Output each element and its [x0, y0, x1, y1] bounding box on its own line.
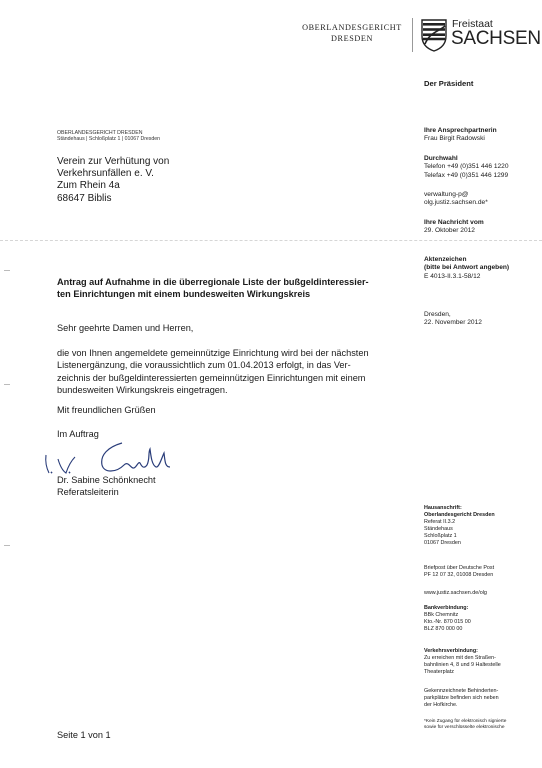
house-line: Ständehaus	[424, 525, 453, 532]
contact-label: Ihre Ansprechpartnerin	[424, 127, 497, 134]
parking-line: Gekennzeichnete Behinderten-	[424, 688, 499, 694]
court-name	[300, 22, 404, 44]
court-name-line2: DRESDEN	[331, 34, 373, 43]
post-line: Briefpost über Deutsche Post	[424, 565, 495, 571]
fax-number: Telefax +49 (0)351 446 1299	[424, 171, 509, 179]
file-reference-label: Aktenzeichen	[424, 256, 467, 263]
recipient-line: Verein zur Verhütung von	[57, 156, 170, 167]
sender-return-sub: Ständehaus | Schloßplatz 1 | 01067 Dresden	[57, 136, 161, 143]
house-line: 01067 Dresden	[424, 539, 461, 546]
transport-info	[424, 648, 542, 676]
letter-date: 22. November 2012	[424, 319, 482, 327]
recipient-line: Verkehrsunfällen e. V.	[57, 168, 154, 180]
contact-email	[424, 191, 542, 208]
bank-line: BBk Chemnitz	[424, 611, 459, 618]
transport-line: bahnlinien 4, 8 und 9 Haltestelle	[424, 661, 501, 668]
your-message-label: Ihre Nachricht vom	[424, 219, 484, 226]
state-name: SACHSEN	[451, 28, 541, 49]
bank-line: Kto.-Nr. 870 015 00	[424, 618, 471, 625]
subject-line: Antrag auf Aufnahme in die überregionale Liste der bußgeldinteressier-	[57, 277, 369, 287]
place-date	[424, 311, 542, 328]
recipient-line: Zum Rhein 4a	[57, 180, 120, 192]
transport-label: Verkehrsverbindung:	[424, 648, 478, 654]
file-reference-value: E 4013-II.3.1-58/12	[424, 272, 481, 280]
punch-mark	[4, 384, 10, 385]
house-label: Hausanschrift:	[424, 505, 462, 511]
signer-title: Referatsleiterin	[57, 487, 119, 498]
parking-line: der Hofkirche.	[424, 701, 458, 708]
bank-label: Bankverbindung:	[424, 605, 469, 611]
saxony-coat-of-arms-icon	[420, 18, 448, 52]
place: Dresden,	[424, 311, 451, 318]
transport-line: Theaterplatz	[424, 668, 454, 675]
house-line: Referat II.3.2	[424, 518, 456, 525]
recipient-line: 68647 Biblis	[57, 192, 112, 204]
body-line: die von Ihnen angemeldete gemeinnützige Einrichtung wird bei der nächsten	[57, 348, 369, 358]
salutation: Sehr geehrte Damen und Herren,	[57, 323, 194, 333]
house-address	[424, 505, 542, 546]
body-line: Listenergänzung, die voraussichtlich zum 01.04.2013 erfolgt, in das Ver-	[57, 360, 351, 371]
postal-address	[424, 565, 542, 579]
contact-name: Frau Birgit Radowski	[424, 135, 485, 143]
email-line1[interactable]: verwaltung-p@	[424, 191, 469, 198]
note-line: *Kein Zugang für elektronisch signierte	[424, 719, 507, 724]
file-reference-hint: (bitte bei Antwort angeben)	[424, 264, 510, 272]
contact-person	[424, 127, 542, 144]
department: Der Präsident	[424, 79, 474, 88]
page-number: Seite 1 von 1	[57, 730, 111, 740]
your-message-date: 29. Oktober 2012	[424, 227, 475, 235]
letterhead-divider	[412, 18, 413, 52]
on-behalf: Im Auftrag	[57, 429, 99, 439]
email-line2[interactable]: olg.justiz.sachsen.de*	[424, 199, 488, 207]
contact-phone	[424, 155, 542, 180]
sender-return-address	[57, 130, 160, 143]
electronic-access-note	[424, 719, 542, 731]
bank-line: BLZ 870 000 00	[424, 625, 463, 632]
fold-mark	[4, 545, 10, 546]
direct-dial-label: Durchwahl	[424, 155, 458, 162]
file-reference	[424, 256, 542, 281]
recipient-address	[57, 156, 169, 205]
fold-line	[0, 240, 542, 241]
post-line: PF 12 07 32, 01008 Dresden	[424, 571, 494, 578]
house-line: Oberlandesgericht Dresden	[424, 511, 495, 518]
your-message	[424, 219, 542, 236]
house-line: Schloßplatz 1	[424, 532, 457, 539]
subject	[57, 276, 412, 301]
parking-info	[424, 688, 542, 709]
bank-details	[424, 605, 542, 633]
fold-mark	[4, 270, 10, 271]
closing: Mit freundlichen Grüßen	[57, 405, 156, 415]
signer-name: Dr. Sabine Schönknecht	[57, 475, 156, 485]
subject-line: ten Einrichtungen mit einem bundesweiten Wirkungskreis	[57, 289, 311, 300]
sender-return-line: OBERLANDESGERICHT DRESDEN	[57, 130, 143, 136]
letter-body	[57, 347, 407, 397]
transport-line: Zu erreichen mit den Straßen-	[424, 654, 496, 661]
body-line: zeichnis der bußgeldinteressierten gemeinnützigen Einrichtungen mit einem	[57, 372, 366, 383]
state-label: Freistaat	[452, 18, 493, 30]
signature-block	[57, 474, 407, 499]
note-line: sowie für verschlüsselte elektronische	[424, 725, 505, 730]
parking-line: parkplätze befinden sich neben	[424, 694, 499, 701]
phone-number: Telefon +49 (0)351 446 1220	[424, 163, 509, 171]
body-line: bundesweiten Wirkungskreis eingetragen.	[57, 385, 228, 396]
website-link[interactable]: www.justiz.sachsen.de/olg	[424, 590, 487, 596]
court-name-line1: OBERLANDESGERICHT	[302, 23, 402, 32]
